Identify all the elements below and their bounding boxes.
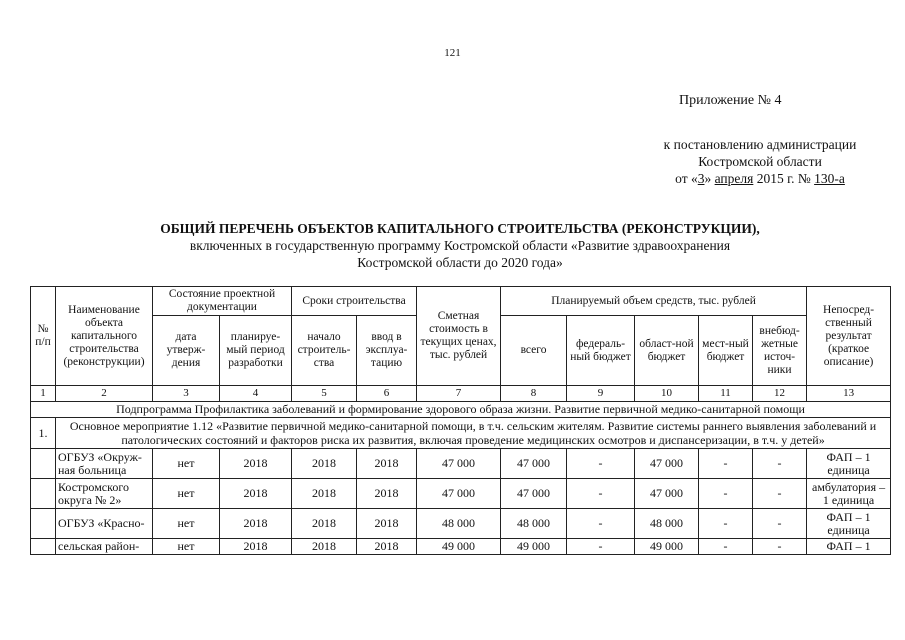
- approval-date: нет: [153, 449, 220, 479]
- row-num-cell: [31, 449, 56, 479]
- title-line-3: Костромской области до 2020 года»: [357, 255, 563, 270]
- col-number: 9: [567, 386, 635, 402]
- planned-period: 2018: [220, 479, 292, 509]
- direct-result: ФАП – 1 единица: [807, 449, 891, 479]
- object-name: ОГБУЗ «Красно-: [56, 509, 153, 539]
- col-number: 10: [635, 386, 699, 402]
- estimated-cost: 48 000: [417, 509, 501, 539]
- commissioning-year: 2018: [357, 479, 417, 509]
- funds-extrabudget: -: [753, 479, 807, 509]
- approval-date: нет: [153, 479, 220, 509]
- funds-extrabudget: -: [753, 449, 807, 479]
- col-header-commissioning: ввод в эксплуа-тацию: [357, 316, 417, 386]
- col-header-period: планируе-мый период разработки: [220, 316, 292, 386]
- row-num-cell: [31, 539, 56, 555]
- direct-result: амбулатория – 1 единица: [807, 479, 891, 509]
- funds-federal: -: [567, 449, 635, 479]
- col-header-result: Непосред-ственный результат (краткое описание): [807, 287, 891, 386]
- planned-period: 2018: [220, 509, 292, 539]
- col-header-local: мест-ный бюджет: [699, 316, 753, 386]
- col-number: 6: [357, 386, 417, 402]
- decree-line-2: Костромской области: [698, 154, 822, 169]
- col-number: 5: [292, 386, 357, 402]
- decree-day: 3: [697, 171, 705, 186]
- col-header-start: начало строитель-ства: [292, 316, 357, 386]
- col-header-num: № п/п: [31, 287, 56, 386]
- col-header-name: Наименование объекта капитального строительства (реконструкции): [56, 287, 153, 386]
- decree-reference: [600, 136, 905, 187]
- object-name: Костромского округа № 2»: [56, 479, 153, 509]
- table-row: [31, 509, 891, 539]
- construction-start: 2018: [292, 479, 357, 509]
- construction-start: 2018: [292, 539, 357, 555]
- estimated-cost: 47 000: [417, 449, 501, 479]
- row-num-cell: [31, 509, 56, 539]
- title-line-1: ОБЩИЙ ПЕРЕЧЕНЬ ОБЪЕКТОВ КАПИТАЛЬНОГО СТРОИТЕЛЬСТВА (РЕКОНСТРУКЦИИ),: [160, 221, 760, 236]
- decree-line-1: к постановлению администрации: [663, 137, 857, 152]
- funds-federal: -: [567, 479, 635, 509]
- measure-row: [31, 418, 891, 449]
- col-number: 2: [56, 386, 153, 402]
- table-row: [31, 539, 891, 555]
- commissioning-year: 2018: [357, 539, 417, 555]
- objects-table: [30, 286, 891, 555]
- funds-local: -: [699, 539, 753, 555]
- col-number: 8: [501, 386, 567, 402]
- col-header-construction-terms: Сроки строительства: [292, 287, 417, 316]
- decree-month: апреля: [714, 171, 754, 186]
- funds-federal: -: [567, 509, 635, 539]
- col-header-extrabudget: внебюд-жетные источ-ники: [753, 316, 807, 386]
- funds-federal: -: [567, 539, 635, 555]
- decree-date-prefix: от «: [675, 171, 698, 186]
- decree-line-3: [600, 170, 905, 187]
- funds-total: 47 000: [501, 449, 567, 479]
- funds-regional: 47 000: [635, 449, 699, 479]
- document-title: [130, 220, 790, 271]
- funds-total: 48 000: [501, 509, 567, 539]
- decree-year: 2015 г. №: [753, 171, 815, 186]
- col-header-estimated-cost: Сметная стоимость в текущих ценах, тыс. рублей: [417, 287, 501, 386]
- measure-text: Основное мероприятие 1.12 «Развитие первичной медико-санитарной помощи, в т.ч. сельским жителям. Развитие системы раннего выявления заболеваний и патологических состояний и факторов риска их развития, включая проведение медицинских осмотров и диспансеризации, в т.ч. у детей»: [56, 418, 891, 449]
- funds-local: -: [699, 509, 753, 539]
- col-header-federal: федераль-ный бюджет: [567, 316, 635, 386]
- direct-result: ФАП – 1: [807, 539, 891, 555]
- title-line-2: включенных в государственную программу Костромской области «Развитие здравоохранения: [189, 238, 731, 253]
- subprogram-row: [31, 402, 891, 418]
- col-number: 7: [417, 386, 501, 402]
- col-header-regional: област-ной бюджет: [635, 316, 699, 386]
- decree-number: 130-а: [814, 171, 845, 186]
- table-row: [31, 479, 891, 509]
- estimated-cost: 49 000: [417, 539, 501, 555]
- direct-result: ФАП – 1 единица: [807, 509, 891, 539]
- funds-total: 49 000: [501, 539, 567, 555]
- subprogram-title: Подпрограмма Профилактика заболеваний и формирование здорового образа жизни. Развитие первичной медико-санитарной помощи: [31, 402, 891, 418]
- col-header-approval: дата утверж-дения: [153, 316, 220, 386]
- funds-total: 47 000: [501, 479, 567, 509]
- approval-date: нет: [153, 539, 220, 555]
- col-number: 3: [153, 386, 220, 402]
- col-number: 1: [31, 386, 56, 402]
- commissioning-year: 2018: [357, 449, 417, 479]
- planned-period: 2018: [220, 539, 292, 555]
- measure-number: 1.: [31, 418, 56, 449]
- decree-date-mid: »: [704, 171, 715, 186]
- column-numbers-row: [31, 386, 891, 402]
- col-number: 4: [220, 386, 292, 402]
- funds-regional: 48 000: [635, 509, 699, 539]
- header-row-1: [31, 287, 891, 316]
- funds-local: -: [699, 449, 753, 479]
- page-number: 121: [444, 47, 461, 59]
- table-row: [31, 449, 891, 479]
- col-header-total: всего: [501, 316, 567, 386]
- funds-regional: 47 000: [635, 479, 699, 509]
- construction-start: 2018: [292, 509, 357, 539]
- estimated-cost: 47 000: [417, 479, 501, 509]
- approval-date: нет: [153, 509, 220, 539]
- col-number: 13: [807, 386, 891, 402]
- construction-start: 2018: [292, 449, 357, 479]
- object-name: сельская район-: [56, 539, 153, 555]
- row-num-cell: [31, 479, 56, 509]
- col-number: 12: [753, 386, 807, 402]
- commissioning-year: 2018: [357, 509, 417, 539]
- funds-local: -: [699, 479, 753, 509]
- funds-extrabudget: -: [753, 539, 807, 555]
- col-number: 11: [699, 386, 753, 402]
- appendix-label: Приложение № 4: [679, 93, 782, 108]
- object-name: ОГБУЗ «Окруж-ная больница: [56, 449, 153, 479]
- planned-period: 2018: [220, 449, 292, 479]
- col-header-planned-funds: Планируемый объем средств, тыс. рублей: [501, 287, 807, 316]
- col-header-design-state: Состояние проектной документации: [153, 287, 292, 316]
- funds-extrabudget: -: [753, 509, 807, 539]
- funds-regional: 49 000: [635, 539, 699, 555]
